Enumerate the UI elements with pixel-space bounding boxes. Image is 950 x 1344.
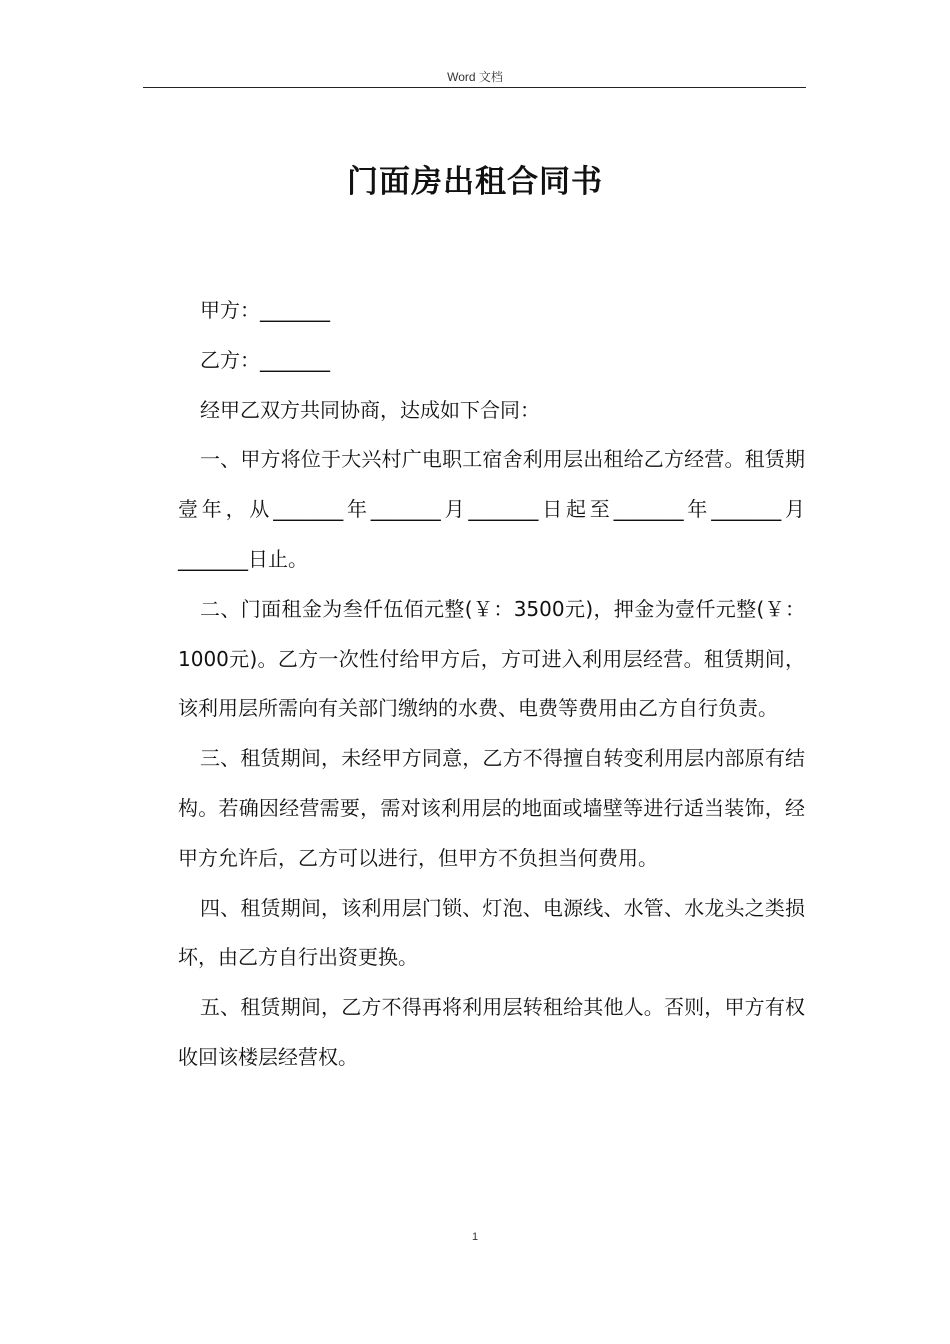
party-a-line: 甲方：_______	[200, 298, 330, 322]
clause-5: 五、租赁期间，乙方不得再将利用层转租给其他人。否则，甲方有权收回该楼层经营权。	[178, 995, 805, 1069]
header-divider	[143, 87, 806, 88]
document-title: 门面房出租合同书	[347, 164, 603, 200]
party-b-line: 乙方：_______	[200, 347, 330, 372]
document-body	[178, 286, 805, 1083]
clause-3: 三、租赁期间，未经甲方同意，乙方不得擅自转变利用层内部原有结构。若确因经营需要，需对该利用层的地面或墙壁等进行适当装饰，经甲方允许后，乙方可以进行，但甲方不负担当何费用。	[178, 746, 805, 870]
clause-1: 一、甲方将位于大兴村广电职工宿舍利用层出租给乙方经营。租赁期壹年，从_______年_______月_______日起至_______年_______月_______日止。	[178, 447, 805, 571]
clause-4: 四、租赁期间，该利用层门锁、灯泡、电源线、水管、水龙头之类损坏，由乙方自行出资更换。	[178, 895, 805, 970]
page-number: 1	[471, 1231, 479, 1243]
page-header: Word 文档	[447, 70, 503, 84]
clause-2: 二、门面租金为叁仟伍佰元整(￥：3500元)，押金为壹仟元整(￥：1000元)。乙方一次性付给甲方后，方可进入利用层经营。租赁期间，该利用层所需向有关部门缴纳的水费、电费等费用由乙方自行负责。	[178, 596, 805, 721]
agreement-intro: 经甲乙双方共同协商，达成如下合同：	[200, 397, 540, 422]
